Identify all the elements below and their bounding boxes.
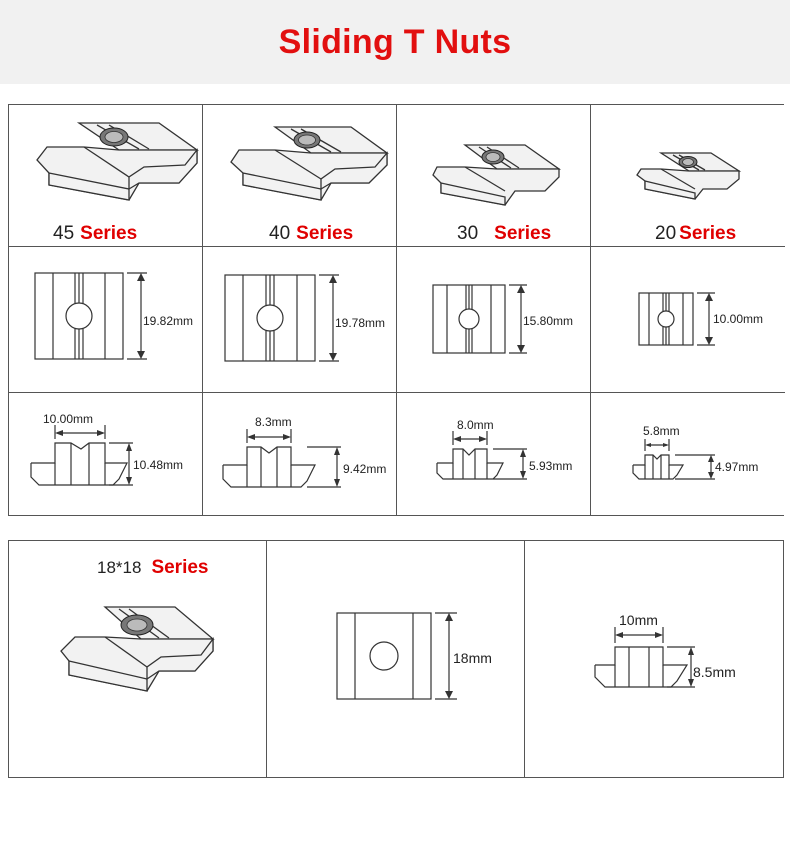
- cell-18-iso: [9, 541, 267, 777]
- series-number: 18*18: [97, 558, 142, 577]
- series-number: 40: [269, 223, 291, 244]
- slot-dim-label: 8.0mm: [457, 418, 494, 432]
- series-label-40: [269, 223, 353, 245]
- height-dim-label: 8.5mm: [693, 664, 736, 680]
- t-nut-top-view: [397, 247, 591, 393]
- width-dim-label: 18mm: [453, 650, 492, 666]
- cell-18-top: [267, 541, 525, 777]
- cell-40-top: [203, 247, 397, 393]
- cell-40-iso: [203, 105, 397, 247]
- cell-18-profile: [525, 541, 783, 777]
- title-bar: [0, 0, 790, 84]
- cell-30-iso: [397, 105, 591, 247]
- t-nut-profile-view: [591, 393, 785, 515]
- top-grid: [8, 104, 784, 516]
- t-nut-profile-view: [525, 541, 783, 777]
- t-nut-iso-drawing: [9, 541, 267, 777]
- width-dim-label: 19.78mm: [335, 316, 386, 330]
- height-dim-label: 4.97mm: [715, 460, 759, 474]
- height-dim-label: 10.48mm: [133, 458, 184, 472]
- slot-dim-label: 8.3mm: [255, 415, 292, 429]
- series-word: Series: [80, 223, 138, 244]
- cell-45-profile: [9, 393, 203, 515]
- slot-dim-label: 10mm: [619, 612, 658, 628]
- series-label-30: [457, 223, 551, 245]
- t-nut-top-view: [203, 247, 397, 393]
- series-number: 20: [655, 223, 677, 244]
- width-dim-label: 15.80mm: [523, 314, 574, 328]
- series-label-20: [655, 223, 736, 245]
- cell-20-top: [591, 247, 785, 393]
- cell-45-iso: [9, 105, 203, 247]
- cell-40-profile: [203, 393, 397, 515]
- t-nut-top-view: [9, 247, 203, 393]
- t-nut-top-view: [591, 247, 785, 393]
- series-word: Series: [679, 223, 737, 244]
- series-number: 30: [457, 223, 479, 244]
- width-dim-label: 19.82mm: [143, 314, 194, 328]
- width-dim-label: 10.00mm: [713, 312, 764, 326]
- t-nut-top-view: [267, 541, 525, 777]
- bottom-grid: [8, 540, 784, 778]
- cell-30-top: [397, 247, 591, 393]
- height-dim-label: 9.42mm: [343, 462, 387, 476]
- t-nut-profile-view: [397, 393, 591, 515]
- series-word: Series: [296, 223, 354, 244]
- series-word: Series: [151, 557, 209, 578]
- cell-30-profile: [397, 393, 591, 515]
- slot-dim-label: 5.8mm: [643, 424, 680, 438]
- page-title: Sliding T Nuts: [278, 22, 512, 61]
- series-label-45: [53, 223, 137, 245]
- series-number: 45: [53, 223, 75, 244]
- cell-20-profile: [591, 393, 785, 515]
- series-word: Series: [494, 223, 552, 244]
- t-nut-profile-view: [9, 393, 203, 515]
- cell-45-top: [9, 247, 203, 393]
- cell-20-iso: [591, 105, 785, 247]
- t-nut-profile-view: [203, 393, 397, 515]
- height-dim-label: 5.93mm: [529, 459, 573, 473]
- slot-dim-label: 10.00mm: [43, 412, 94, 426]
